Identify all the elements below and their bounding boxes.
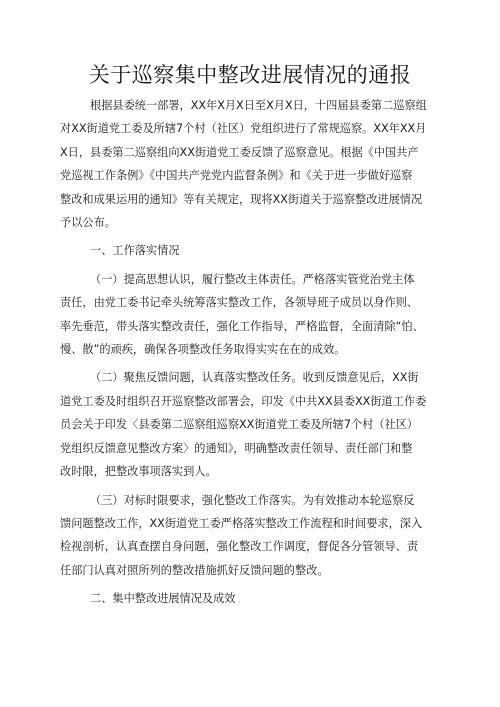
- item-paragraph-3: [60, 489, 442, 583]
- item1-line: 率先垂范，带头落实整改责任，强化工作指导，严格监督，全面清除“怕、: [60, 319, 424, 333]
- item3-line: （三）对标时限要求，强化整改工作落实。为有效推动本轮巡察反: [90, 493, 415, 507]
- item1-line: （一）提高思想认识，履行整改主体责任。严格落实管党治党主体: [90, 272, 415, 286]
- section-heading-2: 二、集中整改进展情况及成效: [90, 592, 236, 606]
- document-body: [60, 94, 442, 616]
- intro-paragraph: [60, 94, 442, 234]
- intro-line: 对XX街道党工委及所辖7个村（社区）党组织进行了常规巡察。XX年XX月: [60, 122, 427, 136]
- item2-line: 员会关于印发〈县委第二巡察组巡察XX街道党工委及所辖7个村（社区）: [60, 418, 419, 432]
- item1-line: 慢、散”的顽疾，确保各项整改任务取得实实在在的成效。: [60, 343, 346, 357]
- item3-line: 任部门认真对照所列的整改措施抓好反馈问题的整改。: [60, 563, 329, 577]
- item2-line: （二）聚焦反馈问题，认真落实整改任务。收到反馈意见后，XX街: [90, 371, 419, 385]
- item1-line: 责任，由党工委书记牵头统筹落实整改工作，各领导班子成员以身作则、: [60, 296, 419, 310]
- document-title: 关于巡察集中整改进展情况的通报: [88, 63, 412, 87]
- item3-line: 检视剖析，认真查摆自身问题，强化整改工作调度，督促各分管领导、责: [60, 540, 419, 554]
- item-paragraph-1: [60, 268, 442, 362]
- intro-line: 根据县委统一部署，XX年X月X日至X月X日，十四届县委第二巡察组: [90, 99, 427, 112]
- item3-line: 馈问题整改工作，XX街道党工委严格落实整改工作流程和时间要求，深入: [60, 516, 423, 530]
- item2-line: 道党工委及时组织召开巡察整改部署会，印发《中共XX县委XX街道工作委: [60, 394, 427, 408]
- intro-line: 整改和成果运用的通知》等有关规定，现将XX街道关于巡察整改进展情况: [60, 192, 423, 206]
- intro-line: 党巡视工作条例》《中国共产党党内监督条例》和《关于进一步做好巡察: [60, 169, 413, 183]
- intro-line: X日，县委第二巡察组向XX街道党工委反馈了巡察意见。根据《中国共产: [60, 145, 419, 159]
- section-heading-1: 一、工作落实情况: [90, 244, 180, 258]
- item2-line: 改时限，把整改事项落实到人。: [60, 465, 217, 479]
- intro-line: 予以公布。: [60, 216, 116, 230]
- item2-line: 党组织反馈意见整改方案〉的通知》，明确整改责任领导、责任部门和整: [60, 441, 413, 455]
- item-paragraph-2: [60, 366, 442, 483]
